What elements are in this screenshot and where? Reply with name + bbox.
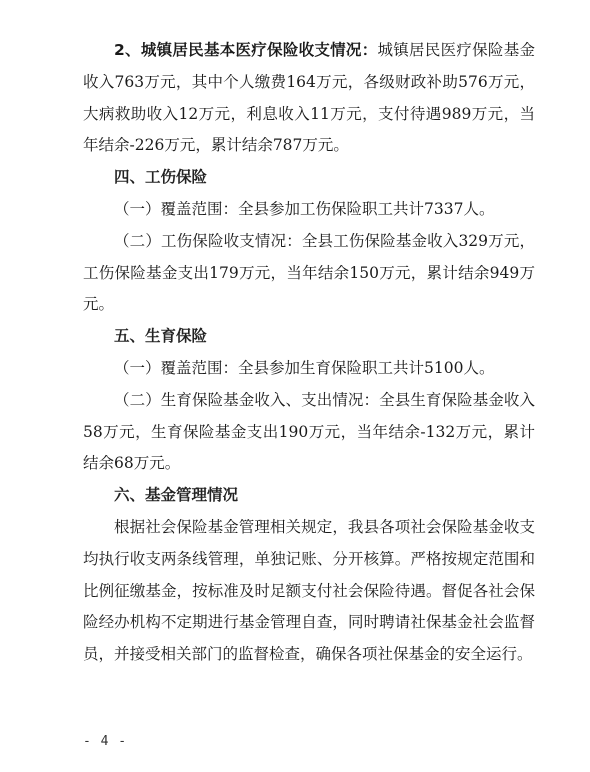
page-number: - 4 - xyxy=(83,734,128,749)
fund-management-paragraph: 根据社会保险基金管理相关规定，我县各项社会保险基金收支均执行收支两条线管理，单独记账、分开核算。严格按规定范围和比例征缴基金，按标准及时足额支付社会保险待遇。督促各社会保险经办机构不定期进行基金管理自查，同时聘请社保基金社会监督员，并接受相关部门的监督检查，确保各项社保基金的安全运行。 xyxy=(83,517,535,664)
urban-medical-text: 城镇居民医疗保险基金收入763万元，其中个人缴费164万元，各级财政补助576万元，大病救助收入12万元，利息收入11万元，支付待遇989万元，当年结余-226万元，累计结余787万元。 xyxy=(83,41,535,155)
document-body xyxy=(83,35,535,671)
urban-medical-lead: 2、城镇居民基本医疗保险收支情况： xyxy=(114,41,378,59)
injury-insurance-heading: 四、工伤保险 xyxy=(114,168,208,187)
urban-medical-paragraph xyxy=(83,35,535,162)
injury-finance-paragraph: （二）工伤保险收支情况：全县工伤保险基金收入329万元，工伤保险基金支出179万元，当年结余150万元，累计结余949万元。 xyxy=(83,231,535,314)
maternity-coverage-paragraph: （一）覆盖范围：全县参加生育保险职工共计5100人。 xyxy=(114,358,495,377)
maternity-finance-paragraph: （二）生育保险基金收入、支出情况：全县生育保险基金收入58万元，生育保险基金支出190万元，当年结余-132万元，累计结余68万元。 xyxy=(83,390,535,473)
maternity-insurance-heading: 五、生育保险 xyxy=(114,327,208,346)
fund-management-heading: 六、基金管理情况 xyxy=(114,486,239,505)
injury-coverage-paragraph: （一）覆盖范围：全县参加工伤保险职工共计7337人。 xyxy=(114,199,495,218)
